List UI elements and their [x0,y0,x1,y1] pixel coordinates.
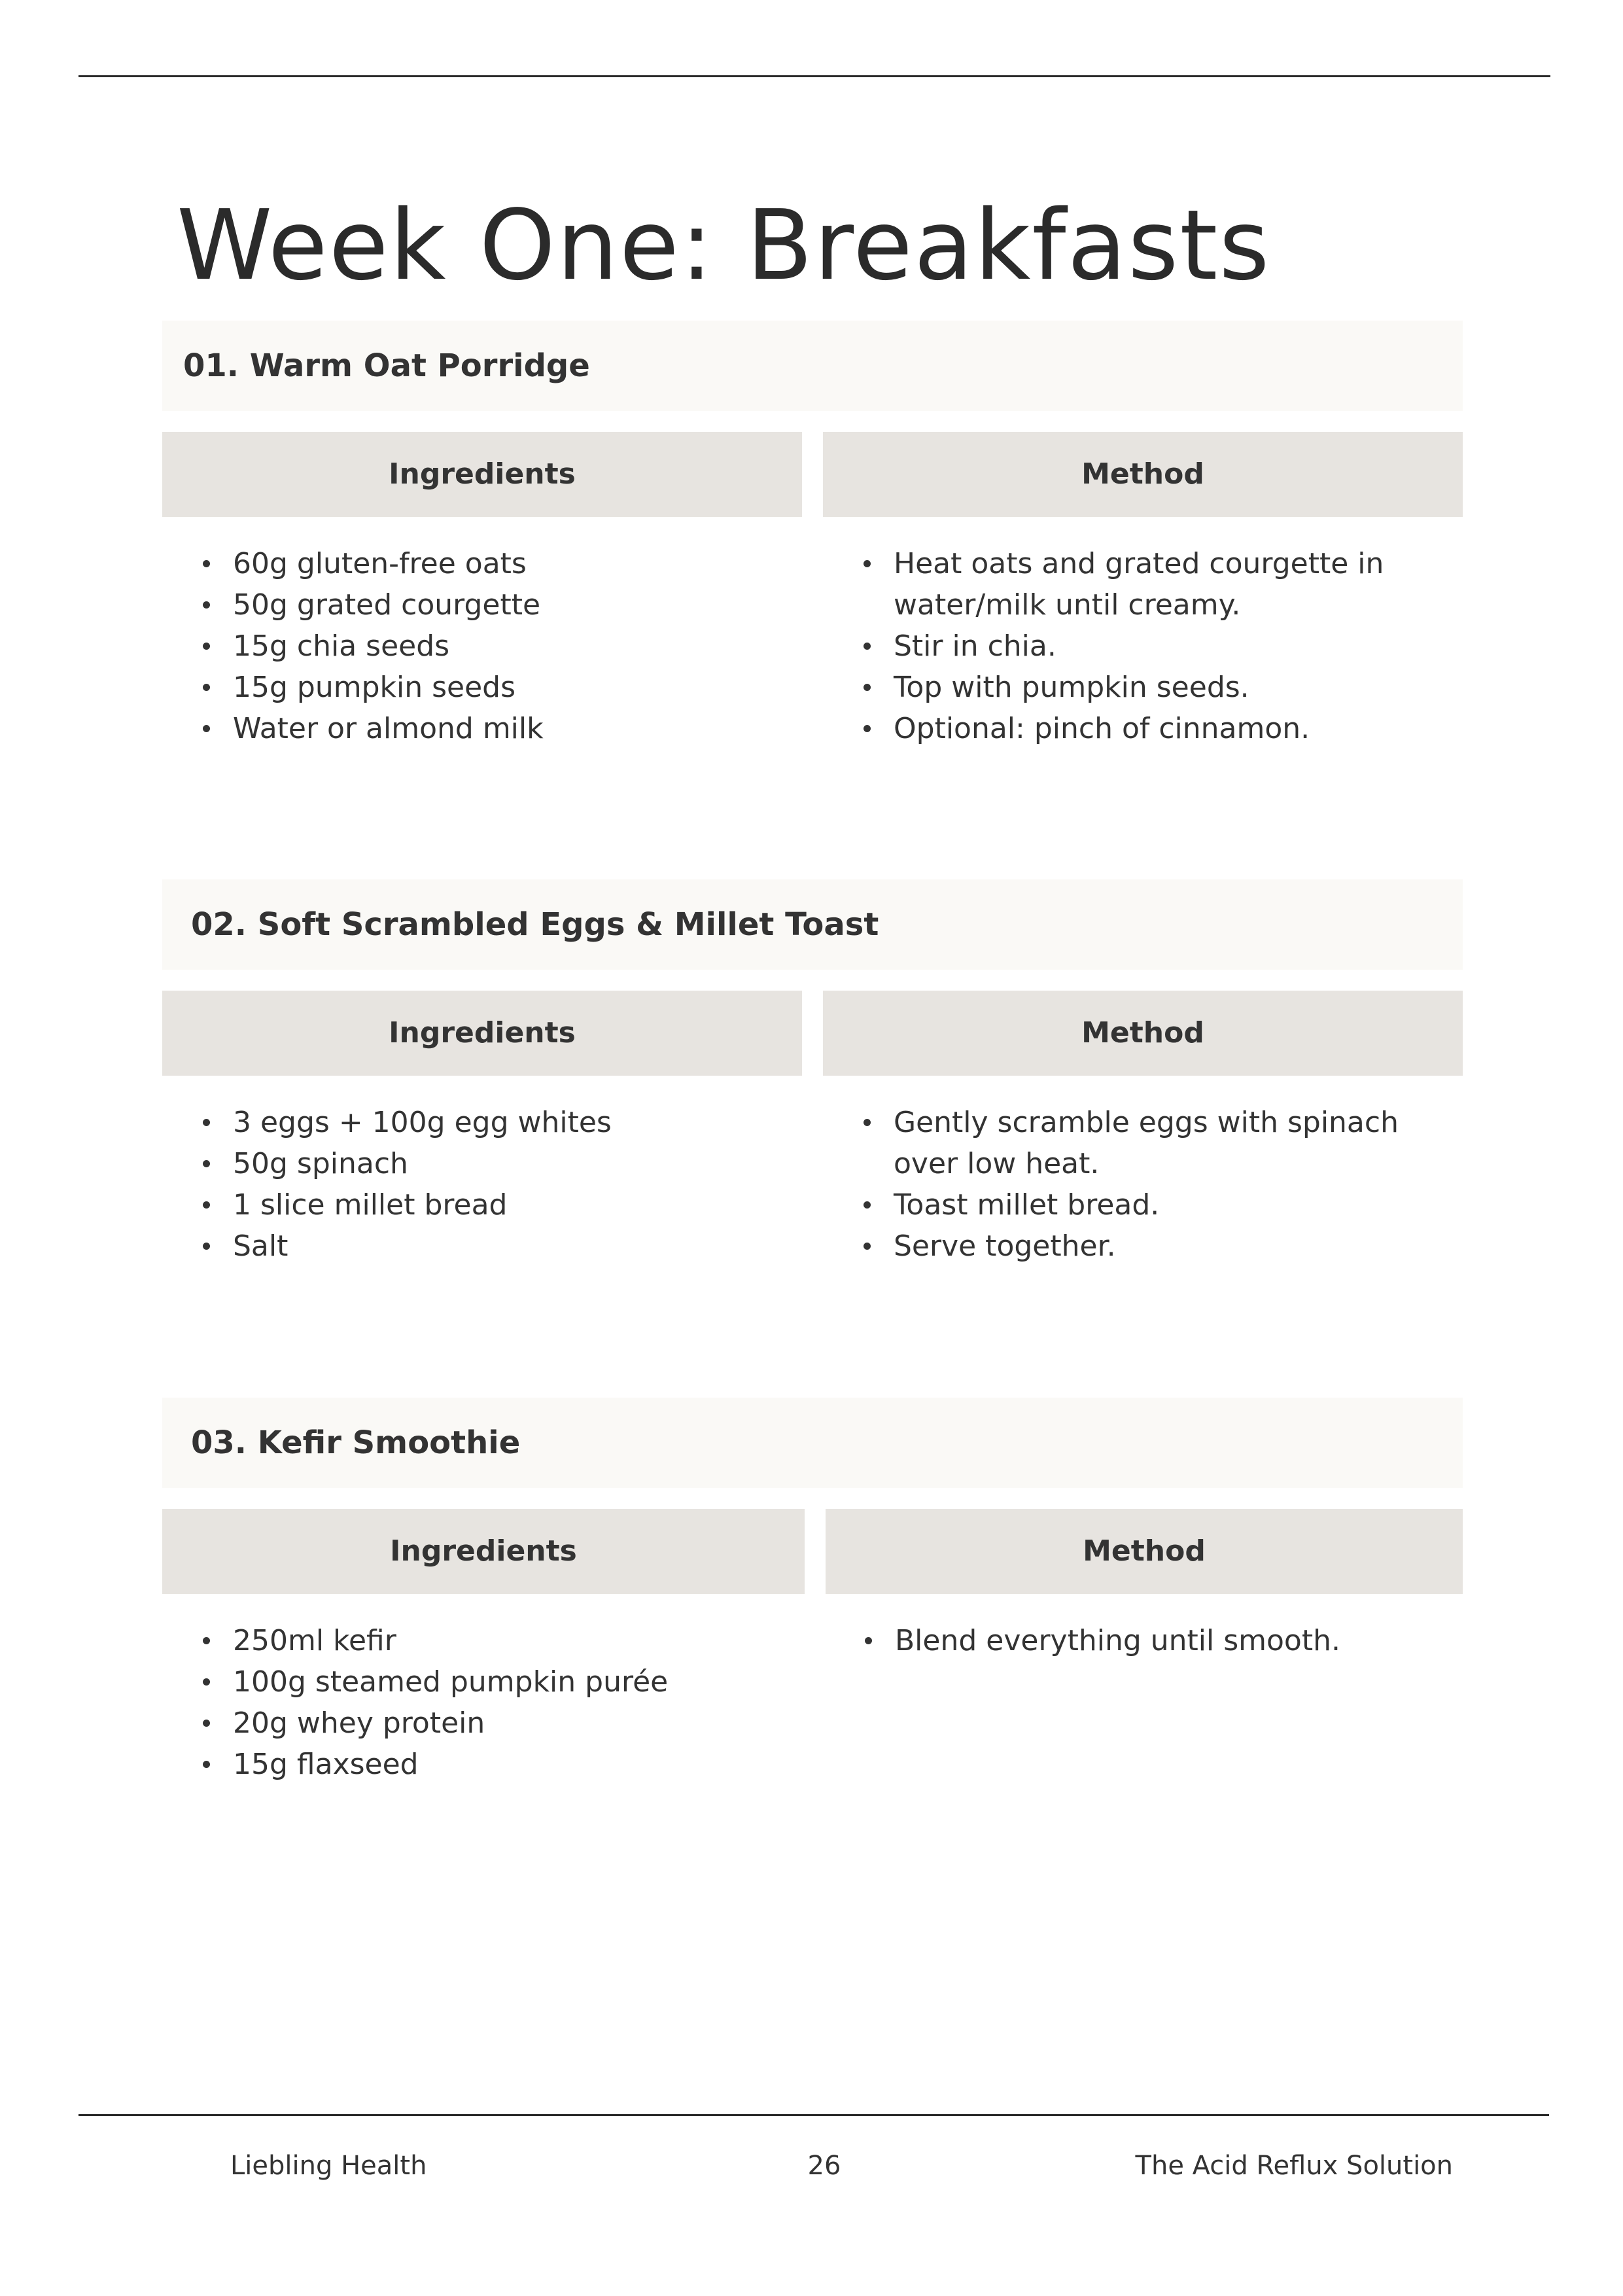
ingredients-header: Ingredients [162,432,802,517]
ingredients-list [162,1620,771,1785]
ingredient-item: 100g steamed pumpkin purée [162,1661,771,1703]
method-step: Heat oats and grated courgette in water/milk until creamy. [823,543,1435,626]
recipe-title-bar [162,1398,1463,1488]
ingredients-header: Ingredients [162,991,802,1076]
ingredient-item: 50g spinach [162,1143,771,1184]
page-title: Week One: Breakfasts [177,189,1271,302]
ingredient-item: 3 eggs + 100g egg whites [162,1102,771,1143]
top-rule [79,75,1550,77]
ingredient-item: Salt [162,1226,771,1267]
footer-page-number: 26 [807,2151,841,2181]
ingredient-item: 15g pumpkin seeds [162,667,771,708]
ingredients-list [162,543,771,749]
method-step: Top with pumpkin seeds. [823,667,1435,708]
recipe-title-bar [162,879,1463,970]
method-header: Method [823,432,1463,517]
ingredient-item: 60g gluten-free oats [162,543,771,584]
ingredient-item: 20g whey protein [162,1703,771,1744]
bottom-rule [79,2114,1549,2116]
method-step: Serve together. [823,1226,1435,1267]
ingredient-item: 1 slice millet bread [162,1184,771,1226]
method-step: Blend everything until smooth. [824,1620,1436,1661]
method-list [823,1102,1435,1267]
method-step: Toast millet bread. [823,1184,1435,1226]
recipe-title-bar [162,321,1463,411]
method-list [824,1620,1436,1661]
ingredient-item: 250ml kefir [162,1620,771,1661]
method-step: Stir in chia. [823,626,1435,667]
ingredients-header: Ingredients [162,1509,805,1594]
footer-brand: Liebling Health [230,2151,427,2181]
method-step: Gently scramble eggs with spinach over low heat. [823,1102,1435,1184]
recipe-title: 03. Kefir Smoothie [191,1424,521,1461]
footer-book-title: The Acid Reflux Solution [1135,2151,1453,2181]
method-header: Method [823,991,1463,1076]
method-header: Method [826,1509,1463,1594]
method-step: Optional: pinch of cinnamon. [823,708,1435,749]
method-list [823,543,1435,749]
ingredient-item: 50g grated courgette [162,584,771,626]
recipe-title: 02. Soft Scrambled Eggs & Millet Toast [191,906,879,943]
ingredient-item: 15g chia seeds [162,626,771,667]
ingredients-list [162,1102,771,1267]
ingredient-item: 15g flaxseed [162,1744,771,1785]
ingredient-item: Water or almond milk [162,708,771,749]
recipe-title: 01. Warm Oat Porridge [183,347,590,384]
